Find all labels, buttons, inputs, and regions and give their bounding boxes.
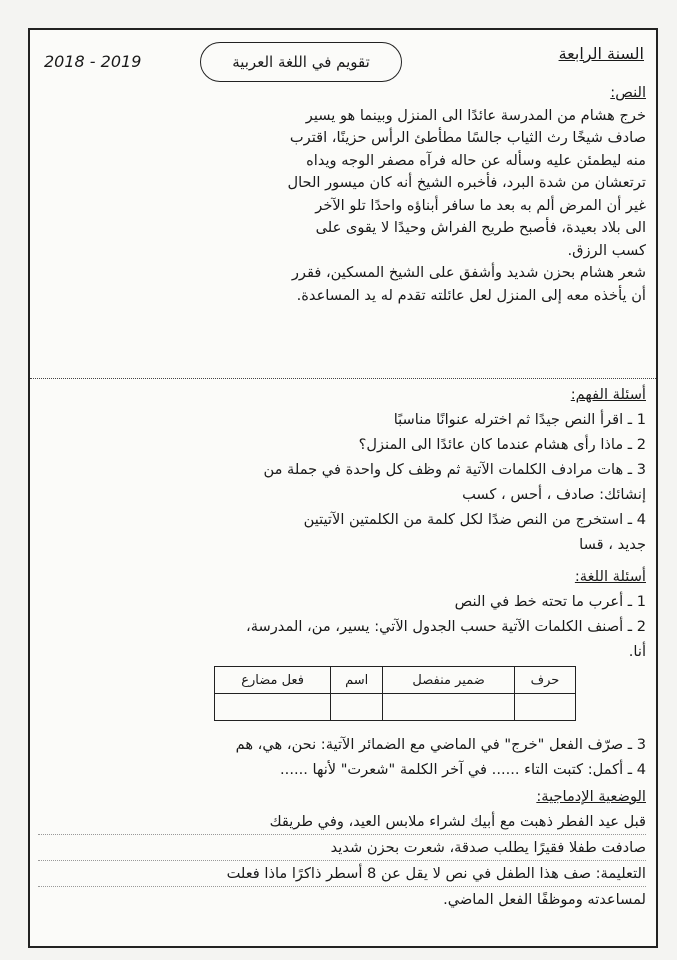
language-section-continued: [38, 732, 646, 782]
table-cell: [383, 694, 515, 721]
question-item: 4 ـ أكمل: كتبت التاء ...... في آخر الكلمة "شعرت" لأنها ......: [280, 761, 646, 778]
table-header-row: [215, 667, 576, 694]
passage-line: كسب الرزق.: [567, 241, 646, 259]
language-section: [38, 564, 646, 664]
question-item: 1 ـ أعرب ما تحته خط في النص: [454, 593, 646, 610]
table-cell: [331, 694, 383, 721]
comprehension-title: أسئلة الفهم:: [570, 386, 646, 403]
question-item: 2 ـ ماذا رأى هشام عندما كان عائدًا الى المنزل؟: [358, 436, 646, 453]
table-header-cell: ضمير منفصل: [383, 667, 515, 694]
question-item: 1 ـ اقرأ النص جيدًا ثم اخترله عنوانًا مناسبًا: [393, 411, 646, 428]
table-header-cell: اسم: [331, 667, 383, 694]
question-item: 3 ـ صرّف الفعل "خرج" في الماضي مع الضمائر الآتية: نحن، هي، هم: [235, 736, 646, 753]
exam-header: [30, 36, 656, 84]
table-cell: [514, 694, 575, 721]
exam-sheet: [28, 28, 658, 948]
passage-line: صادف شيخًا رث الثياب جالسًا مطأطئ الرأس حزينًا، اقترب: [289, 129, 646, 146]
integration-instruction: لمساعدته وموظفًا الفعل الماضي.: [443, 891, 646, 908]
school-year: 2018 - 2019: [44, 52, 142, 71]
classification-table: [214, 666, 576, 721]
passage-line: الى بلاد بعيدة، فأصبح طريح الفراش وحيدًا لا يقوى على: [315, 219, 646, 236]
integration-section: [38, 784, 646, 912]
language-title: أسئلة اللغة:: [574, 568, 646, 585]
passage-line: منه ليطمئن عليه وسأله عن حاله فرآه مصفر الوجه ويداه: [306, 151, 646, 169]
passage-line: أن يأخذه معه إلى المنزل لعل عائلته تقدم له يد المساعدة.: [296, 286, 646, 304]
subject-title: تقويم في اللغة العربية: [200, 42, 402, 82]
table-empty-row: [215, 694, 576, 721]
integration-line: قبل عيد الفطر ذهبت مع أبيك لشراء ملابس العيد، وفي طريقك: [38, 809, 646, 835]
table-header-cell: حرف: [514, 667, 575, 694]
section-divider: [30, 378, 656, 379]
comprehension-section: [38, 382, 646, 557]
integration-line: صادفت طفلا فقيرًا يطلب صدقة، شعرت بحزن شديد: [38, 835, 646, 861]
passage-line: غير أن المرض ألم به بعد ما سافر أبناؤه واحدًا تلو الآخر: [315, 196, 646, 214]
question-item: 2 ـ أصنف الكلمات الآتية حسب الجدول الآتي: يسير، من، المدرسة،: [245, 618, 646, 635]
question-item: إنشائك: صادف ، أحس ، كسب: [462, 486, 646, 503]
question-item: 3 ـ هات مرادف الكلمات الآتية ثم وظف كل واحدة في جملة من: [263, 461, 646, 478]
passage-section: [38, 82, 646, 307]
integration-title: الوضعية الإدماجية:: [536, 788, 646, 805]
question-item: 4 ـ استخرج من النص ضدًا لكل كلمة من الكلمتين الآتيتين: [303, 511, 646, 528]
integration-instruction: التعليمة: صف هذا الطفل في نص لا يقل عن 8 أسطر ذاكرًا ماذا فعلت: [38, 861, 646, 887]
passage-line: شعر هشام بحزن شديد وأشفق على الشيخ المسكين، فقرر: [291, 264, 646, 281]
passage-line: ترتعشان من شدة البرد، فأخبره الشيخ أنه كان ميسور الحال: [287, 174, 646, 191]
grade-level: السنة الرابعة: [558, 44, 644, 63]
passage-line: خرج هشام من المدرسة عائدًا الى المنزل وبينما هو يسير: [305, 106, 646, 124]
table-cell: [215, 694, 331, 721]
passage-title: النص:: [610, 84, 646, 101]
question-item: جديد ، قسا: [579, 536, 646, 553]
question-item: أنا.: [628, 643, 646, 660]
table-header-cell: فعل مضارع: [215, 667, 331, 694]
